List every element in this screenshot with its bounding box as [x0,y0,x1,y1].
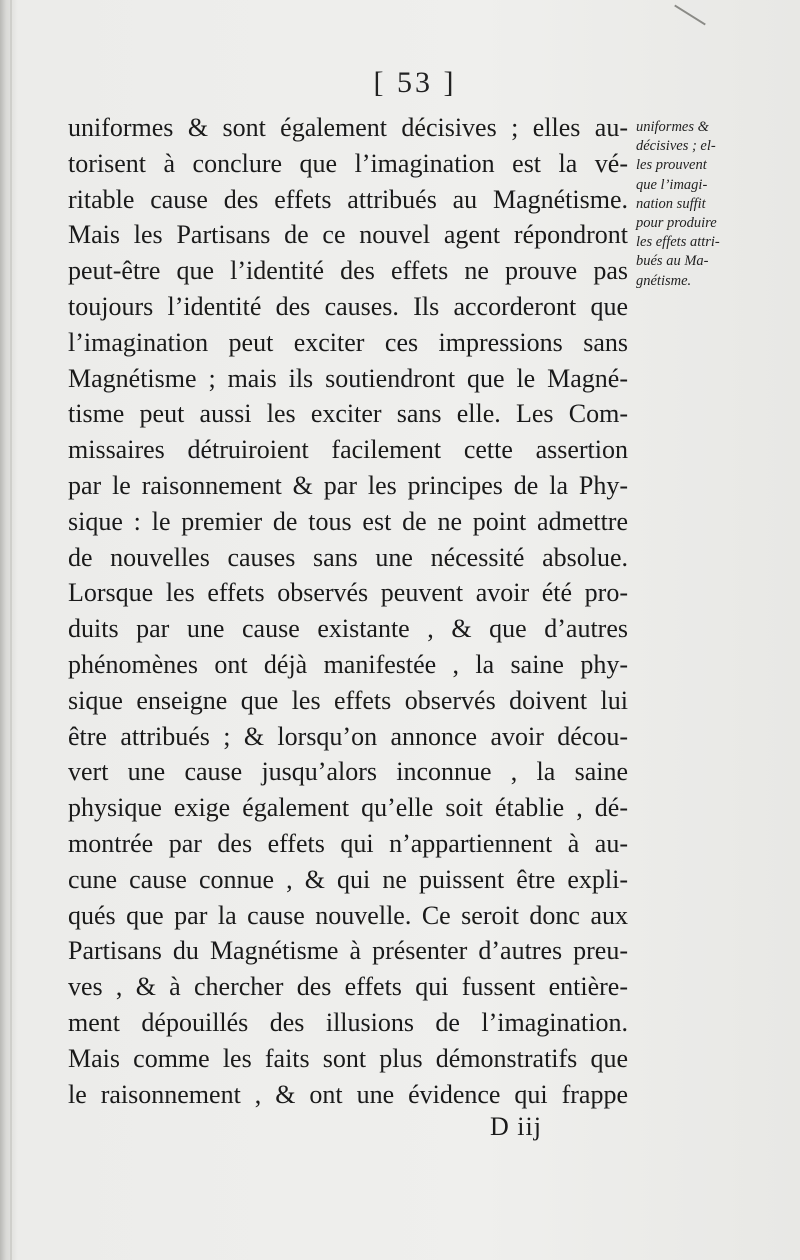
body-line: toujours l’identité des causes. Ils accorderont que [68,291,628,321]
marginal-note-line: décisives ; el- [636,138,716,155]
body-line: le raisonnement , & ont une évidence qui frappe [68,1079,628,1109]
marginal-note [636,118,748,291]
body-line: missaires détruiroient facilement cette assertion [68,435,628,465]
body-line: tisme peut aussi les exciter sans elle. Les Com- [68,399,628,429]
body-line: Lorsque les effets observés peuvent avoir été pro- [68,578,628,608]
marginal-note-line: les effets attri- [636,234,720,251]
body-line: peut-être que l’identité des effets ne prouve pas [68,256,628,286]
body-line: ves , & à chercher des effets qui fussent entière- [68,972,628,1002]
body-line: ment dépouillés des illusions de l’imagination. [68,1007,628,1037]
gutter-shadow [10,0,12,1260]
body-line: qués que par la cause nouvelle. Ce seroit donc aux [68,900,628,930]
body-line: ritable cause des effets attribués au Magnétisme. [68,184,628,214]
marginal-note-line: nation suffit [636,195,706,212]
body-line: phénomènes ont déjà manifestée , la saine phy- [68,649,628,679]
margin-mark [674,5,706,26]
body-line: uniformes & sont également décisives ; elles au- [68,113,628,142]
body-line: torisent à conclure que l’imagination est la vé- [68,148,628,178]
body-line: de nouvelles causes sans une nécessité absolue. [68,542,628,572]
body-line: montrée par des effets qui n’appartiennent à au- [68,828,628,858]
marginal-note-line: pour produire [636,215,717,232]
body-line: duits par une cause existante , & que d’autres [68,614,628,644]
body-line: être attribués ; & lorsqu’on annonce avoir décou- [68,721,628,751]
marginal-note-line: les prouvent [636,157,707,174]
body-line: Magnétisme ; mais ils soutiendront que le Magné- [68,363,628,393]
body-line: Partisans du Magnétisme à présenter d’autres preu- [68,936,628,966]
body-line: sique : le premier de tous est de ne point admettre [68,506,628,536]
signature-mark: D iij [490,1112,542,1141]
body-line: vert une cause jusqu’alors inconnue , la saine [68,757,628,787]
marginal-note-line: bués au Ma- [636,253,709,270]
body-line: sique enseigne que les effets observés doivent lui [68,685,628,715]
body-line: Mais comme les faits sont plus démonstratifs que [68,1043,628,1073]
marginal-note-line: que l’imagi- [636,176,708,193]
marginal-note-line: uniformes & [636,119,709,135]
body-line: l’imagination peut exciter ces impressions sans [68,327,628,357]
body-text [68,110,628,1112]
body-line: Mais les Partisans de ce nouvel agent répondront [68,220,628,250]
body-line: cune cause connue , & qui ne puissent être expli- [68,864,628,894]
page-number: [ 53 ] [373,66,457,99]
marginal-note-line: gnétisme. [636,272,692,289]
body-line: par le raisonnement & par les principes de la Phy- [68,470,628,500]
body-line: physique exige également qu’elle soit établie , dé- [68,793,628,823]
